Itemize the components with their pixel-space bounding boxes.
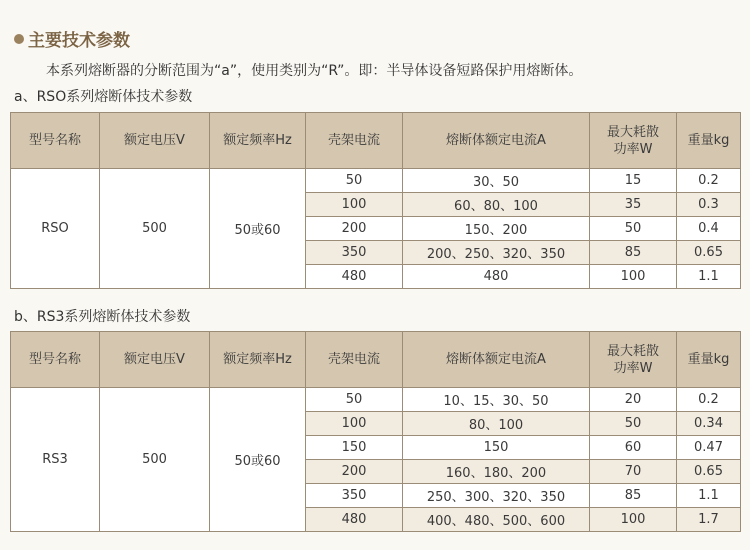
header-model: 型号名称 xyxy=(11,332,100,388)
intro-text: 本系列熔断器的分断范围为“a”，使用类别为“R”。即：半导体设备短路保护用熔断体。 xyxy=(46,63,583,79)
rated-cell: 150 xyxy=(403,436,590,460)
header-frame: 壳架电流 xyxy=(306,332,403,388)
power-cell: 100 xyxy=(590,508,677,532)
frequency-cell: 50或60 xyxy=(210,169,306,289)
section-title xyxy=(14,26,130,51)
power-cell: 50 xyxy=(590,217,677,241)
header-frame: 壳架电流 xyxy=(306,113,403,169)
weight-cell: 0.65 xyxy=(677,460,741,484)
header-rated: 熔断体额定电流A xyxy=(403,332,590,388)
power-cell: 35 xyxy=(590,193,677,217)
frame-cell: 200 xyxy=(306,460,403,484)
table-header-row xyxy=(11,113,741,169)
frame-cell: 350 xyxy=(306,484,403,508)
frame-cell: 480 xyxy=(306,508,403,532)
frame-cell: 200 xyxy=(306,217,403,241)
weight-cell: 0.34 xyxy=(677,412,741,436)
table-a-heading: a、RSO系列熔断体技术参数 xyxy=(14,89,193,105)
header-power: 最大耗散 功率W xyxy=(590,332,677,388)
weight-cell: 1.7 xyxy=(677,508,741,532)
rated-cell: 480 xyxy=(403,265,590,289)
power-cell: 100 xyxy=(590,265,677,289)
rated-cell: 80、100 xyxy=(403,412,590,436)
table-row xyxy=(11,169,741,193)
power-cell: 50 xyxy=(590,412,677,436)
weight-cell: 1.1 xyxy=(677,265,741,289)
header-frequency: 额定频率Hz xyxy=(210,332,306,388)
frame-cell: 100 xyxy=(306,412,403,436)
rso-spec-table xyxy=(10,112,741,289)
weight-cell: 1.1 xyxy=(677,484,741,508)
model-cell: RS3 xyxy=(11,388,100,532)
rated-cell: 160、180、200 xyxy=(403,460,590,484)
frame-cell: 150 xyxy=(306,436,403,460)
weight-cell: 0.2 xyxy=(677,169,741,193)
weight-cell: 0.65 xyxy=(677,241,741,265)
frame-cell: 50 xyxy=(306,169,403,193)
model-cell: RSO xyxy=(11,169,100,289)
power-cell: 15 xyxy=(590,169,677,193)
header-weight: 重量kg xyxy=(677,332,741,388)
frame-cell: 50 xyxy=(306,388,403,412)
table-row xyxy=(11,388,741,412)
section-title-text: 主要技术参数 xyxy=(28,31,130,51)
header-frequency: 额定频率Hz xyxy=(210,113,306,169)
weight-cell: 0.2 xyxy=(677,388,741,412)
header-rated: 熔断体额定电流A xyxy=(403,113,590,169)
table-header-row xyxy=(11,332,741,388)
weight-cell: 0.4 xyxy=(677,217,741,241)
header-voltage: 额定电压V xyxy=(100,113,210,169)
power-cell: 85 xyxy=(590,241,677,265)
header-voltage: 额定电压V xyxy=(100,332,210,388)
weight-cell: 0.47 xyxy=(677,436,741,460)
rated-cell: 400、480、500、600 xyxy=(403,508,590,532)
power-cell: 60 xyxy=(590,436,677,460)
rated-cell: 10、15、30、50 xyxy=(403,388,590,412)
rated-cell: 60、80、100 xyxy=(403,193,590,217)
rated-cell: 150、200 xyxy=(403,217,590,241)
rs3-spec-table xyxy=(10,331,741,532)
frame-cell: 350 xyxy=(306,241,403,265)
rated-cell: 250、300、320、350 xyxy=(403,484,590,508)
weight-cell: 0.3 xyxy=(677,193,741,217)
frequency-cell: 50或60 xyxy=(210,388,306,532)
voltage-cell: 500 xyxy=(100,388,210,532)
power-cell: 70 xyxy=(590,460,677,484)
power-cell: 85 xyxy=(590,484,677,508)
voltage-cell: 500 xyxy=(100,169,210,289)
header-model: 型号名称 xyxy=(11,113,100,169)
header-power: 最大耗散 功率W xyxy=(590,113,677,169)
power-cell: 20 xyxy=(590,388,677,412)
rated-cell: 200、250、320、350 xyxy=(403,241,590,265)
bullet-icon xyxy=(14,34,24,44)
rated-cell: 30、50 xyxy=(403,169,590,193)
frame-cell: 480 xyxy=(306,265,403,289)
frame-cell: 100 xyxy=(306,193,403,217)
header-weight: 重量kg xyxy=(677,113,741,169)
table-b-heading: b、RS3系列熔断体技术参数 xyxy=(14,309,191,325)
